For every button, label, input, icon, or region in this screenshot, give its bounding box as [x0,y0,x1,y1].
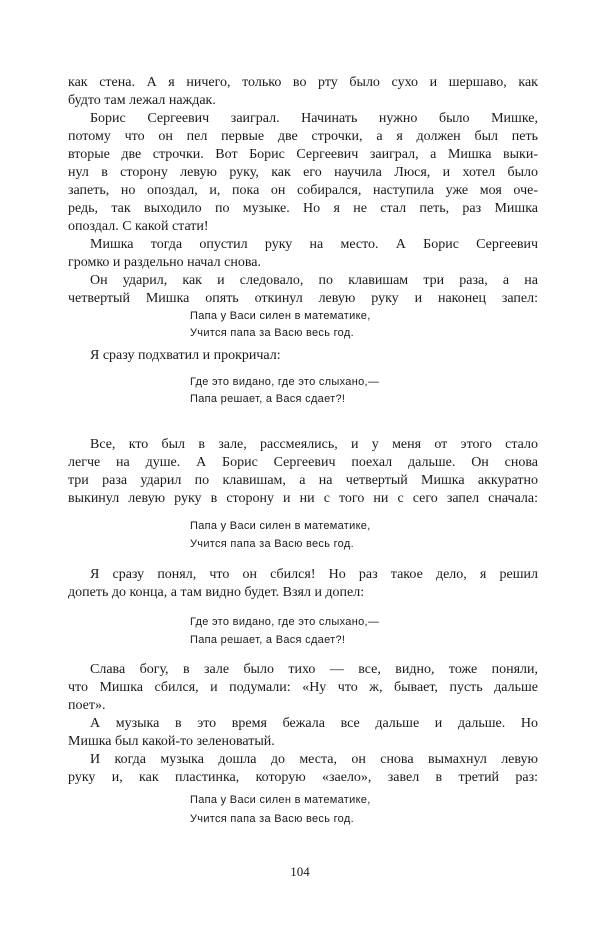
page-number: 104 [290,864,310,879]
text-line: четвертый Мишка опять откинул левую руку и наконец запел: [68,291,538,306]
text-line: редь, так выходило по музыке. Но я не стал петь, раз Мишка [68,201,538,216]
text-line: опоздал. С какой стати! [68,219,209,234]
verse-line: Где это видано, где это слыхано,— [190,376,380,388]
verse-line: Учится папа за Васю весь год. [190,538,354,550]
text-line: что Мишка сбился, и подумали: «Ну что ж, бывает, пусть дальше [68,680,538,695]
text-line: будто там лежал наждак. [68,93,216,108]
text-line: поет». [68,698,106,713]
text-line: руку и, как пластинка, которую «заело», завел в третий раз: [68,770,538,785]
text-line: легче на душе. А Борис Сергеевич поехал дальше. Он снова [68,455,538,470]
text-line: И когда музыка дошла до места, он снова вымахнул левую [90,752,538,767]
text-line: допеть до конца, а там видно будет. Взял и допел: [68,585,365,600]
text-line: выкинул левую руку в сторону и ни с того ни с сего запел сначала: [68,491,538,506]
text-line: вторые две строчки. Вот Борис Сергеевич заиграл, а Мишка выки- [68,147,538,162]
text-line: три раза ударил по клавишам, а на четвертый Мишка аккуратно [68,473,538,488]
text-line: как стена. А я ничего, только во рту было сухо и шершаво, как [68,75,538,90]
verse-line: Папа у Васи силен в математике, [190,794,371,806]
text-line: Я сразу подхватил и прокричал: [90,348,281,363]
verse-line: Папа у Васи силен в математике, [190,520,371,532]
text-line: запеть, но опоздал, и, пока он собирался, наступила уже моя оче- [68,183,538,198]
text-line: Мишка тогда опустил руку на место. А Борис Сергеевич [90,237,538,252]
text-line: Мишка был какой-то зеленоватый. [68,734,275,749]
text-line: Слава богу, в зале было тихо — все, видно, тоже поняли, [90,662,538,677]
verse-line: Учится папа за Васю весь год. [190,327,354,339]
verse-line: Учится папа за Васю весь год. [190,813,354,825]
text-line: Все, кто был в зале, рассмеялись, и у меня от этого стало [90,437,538,452]
text-line: громко и раздельно начал снова. [68,255,261,270]
verse-line: Папа у Васи силен в математике, [190,310,371,322]
text-line: потому что он пел первые две строчки, а я должен был петь [68,129,538,144]
verse-line: Папа решает, а Вася сдает?! [190,634,346,646]
text-line: нул в сторону левую руку, как его научила Люся, и хотел было [68,165,538,180]
text-line: А музыка в это время бежала все дальше и дальше. Но [90,716,538,731]
verse-line: Где это видано, где это слыхано,— [190,616,380,628]
text-line: Я сразу понял, что он сбился! Но раз такое дело, я решил [90,567,538,582]
text-line: Борис Сергеевич заиграл. Начинать нужно было Мишке, [90,111,538,126]
text-line: Он ударил, как и следовало, по клавишам три раза, а на [90,273,538,288]
verse-line: Папа решает, а Вася сдает?! [190,393,346,405]
